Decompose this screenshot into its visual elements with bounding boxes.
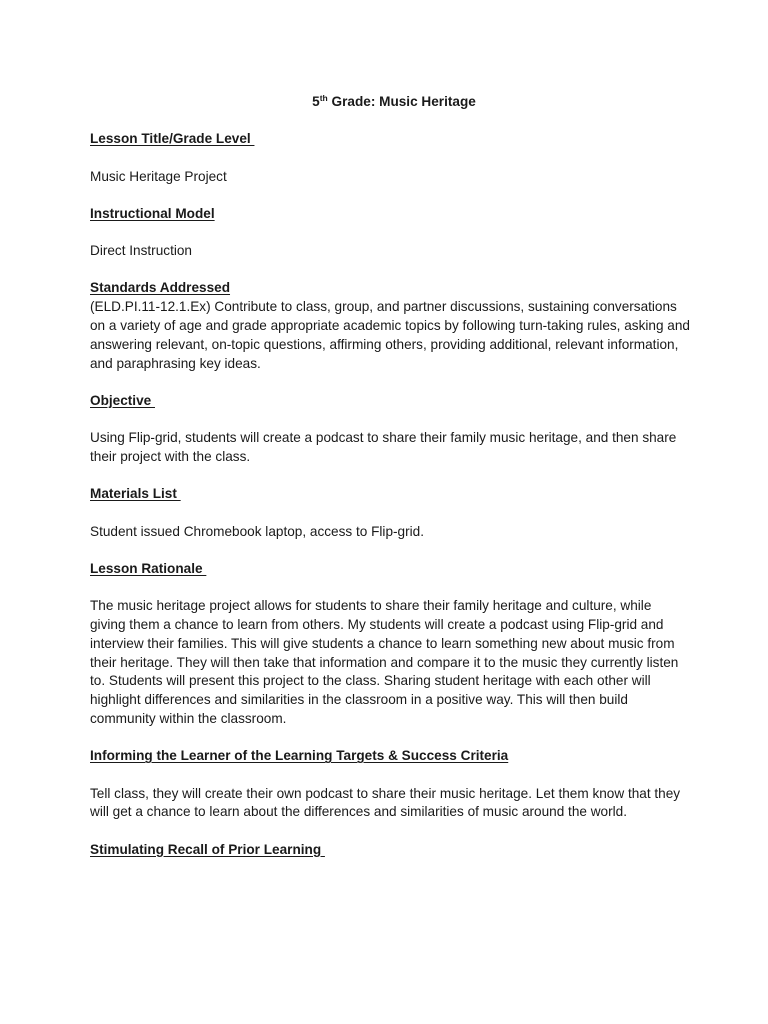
objective-heading: Objective bbox=[90, 392, 155, 408]
document-title bbox=[90, 93, 690, 112]
lesson-title-text: Music Heritage Project bbox=[90, 168, 227, 184]
objective-text: Using Flip-grid, students will create a podcast to share their family music heritage, and then share their project with the class. bbox=[90, 430, 677, 465]
materials-text: Student issued Chromebook laptop, access to Flip-grid. bbox=[90, 523, 424, 539]
recall-heading: Stimulating Recall of Prior Learning bbox=[90, 841, 325, 857]
informing-heading: Informing the Learner of the Learning Targets & Success Criteria bbox=[90, 748, 509, 764]
standards-heading: Standards Addressed bbox=[90, 280, 231, 296]
instructional-model-text: Direct Instruction bbox=[90, 243, 192, 259]
title-text: Grade: Music Heritage bbox=[327, 94, 476, 109]
title-grade-number: 5 bbox=[312, 94, 320, 109]
rationale-heading: Lesson Rationale bbox=[90, 560, 207, 576]
title-superscript: th bbox=[319, 93, 328, 103]
standards-text: (ELD.PI.11-12.1.Ex) Contribute to class, group, and partner discussions, sustaining conversations on a variety of age and grade appropriate academic topics by following turn-taking rules, asking and answering relevant, on-topic questions, affirming others, providing additional, relevant information, and paraphrasing key ideas. bbox=[90, 299, 690, 371]
materials-heading: Materials List bbox=[90, 486, 181, 502]
document-body bbox=[90, 93, 690, 860]
lesson-title-heading: Lesson Title/Grade Level bbox=[90, 131, 255, 147]
informing-text: Tell class, they will create their own podcast to share their music heritage. Let them know that they will get a chance to learn about the differences and similarities of music around the world. bbox=[90, 785, 681, 820]
rationale-text: The music heritage project allows for students to share their family heritage and culture, while giving them a chance to learn from others. My students will create a podcast using Flip-grid and interview their families. This will give students a chance to learn something new about music from their heritage. They will then take that information and compare it to the music they currently listen to. Students will present this project to the class. Sharing student heritage with each other will highlight differences and similarities in the classroom in a positive way. This will then build community within the classroom. bbox=[90, 598, 679, 727]
instructional-model-heading: Instructional Model bbox=[90, 205, 215, 221]
